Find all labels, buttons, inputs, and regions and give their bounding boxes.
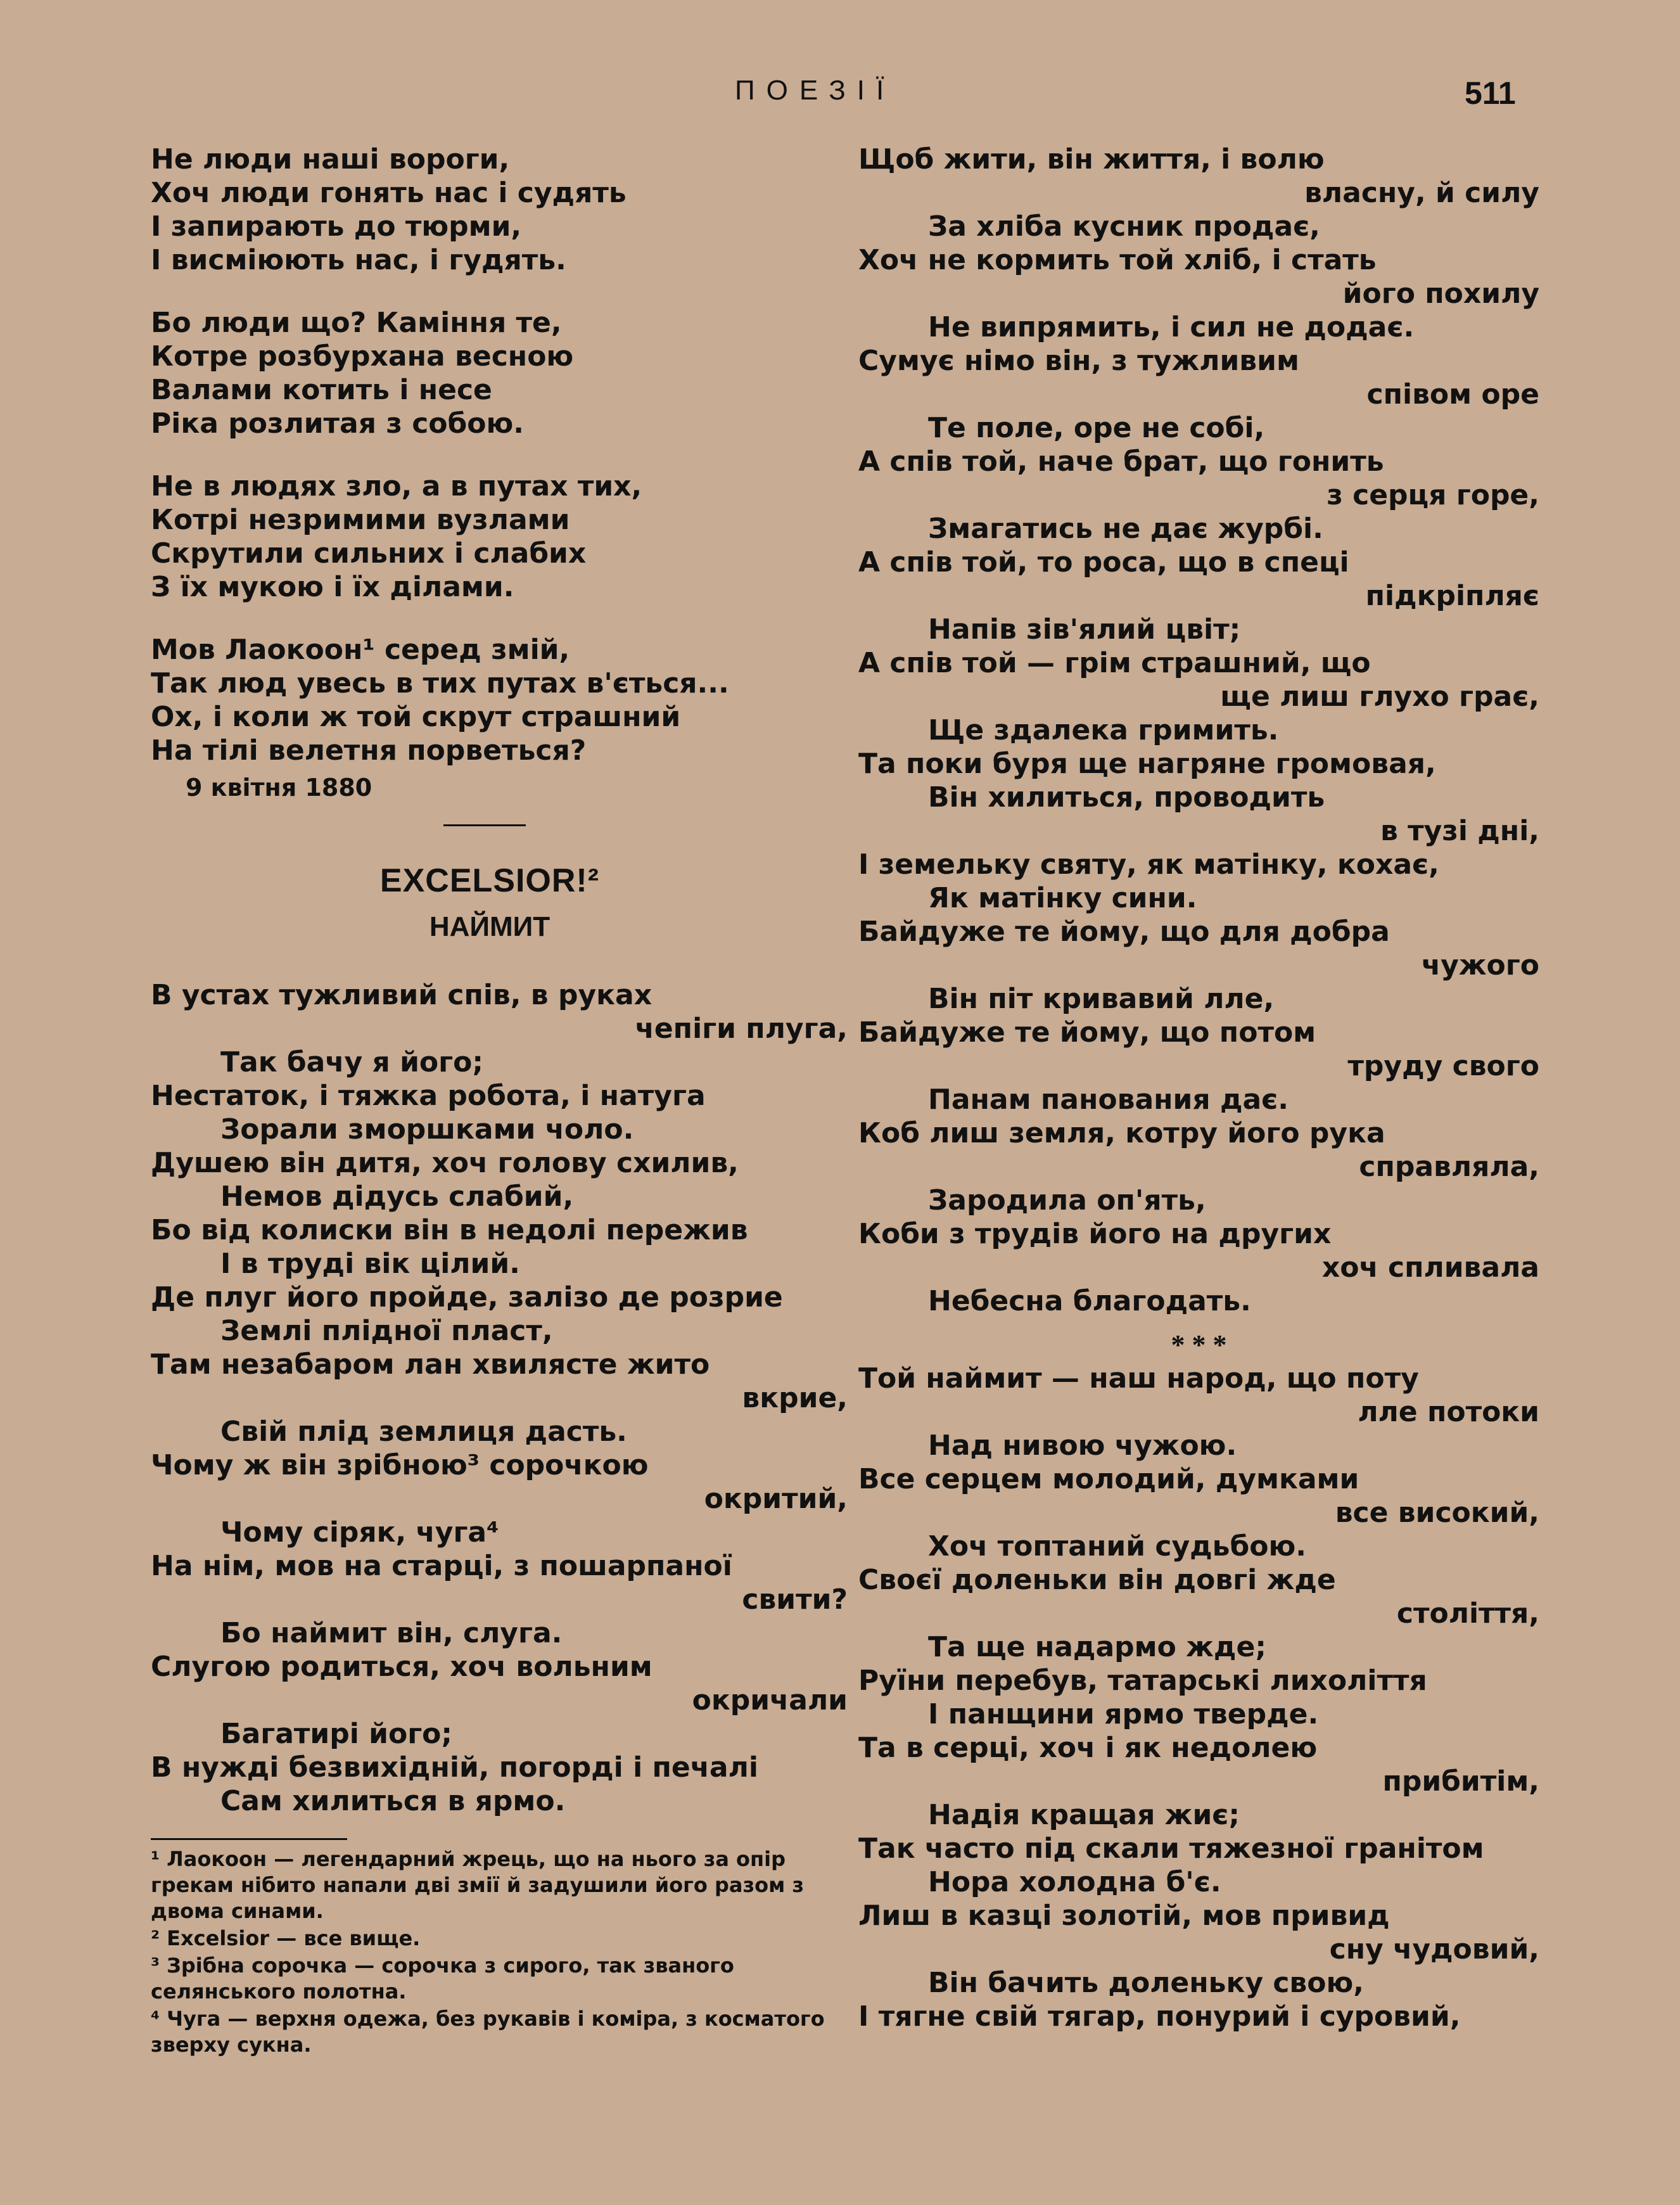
poem-line: Ще здалека гримить. (928, 714, 1279, 746)
poem-line: Руїни перебув, татарські лихоліття (858, 1665, 1427, 1697)
poem-line: сну чудовий, (1329, 1933, 1539, 1965)
poem-line: Хоч топтаний судьбою. (928, 1530, 1306, 1563)
poem-line: Щоб жити, він життя, і волю (858, 143, 1325, 176)
poem-line: На тілі велетня порветься? (151, 734, 587, 767)
poem-line: Надія кращая жиє; (928, 1799, 1240, 1831)
poem-line: Та поки буря ще нагряне громовая, (858, 748, 1436, 780)
poem-line: прибитім, (1382, 1765, 1539, 1798)
poem-line: А спів той, наче брат, що гонить (858, 445, 1384, 478)
footnotes (151, 1846, 841, 2058)
poem-line: хоч спливала (1321, 1251, 1539, 1284)
poem-line: все високий, (1335, 1497, 1539, 1529)
poem-line: Котре розбурхана весною (151, 340, 574, 373)
poem-line: Душею він дитя, хоч голову схилив, (151, 1147, 739, 1179)
poem-final-section (858, 1362, 1539, 2033)
poem-subtitle: НАЙМИТ (429, 911, 550, 942)
poem-line: в тузі дні, (1380, 815, 1539, 847)
poem-line: А спів той, то роса, що в спеці (858, 546, 1349, 578)
poem-continuation (858, 143, 1539, 1318)
poem-line: А спів той — грім страшний, що (858, 647, 1371, 679)
stanza-gap (151, 440, 848, 470)
poem-line: Ох, і коли ж той скрут страшний (151, 701, 681, 733)
poem-line: Хоч люди гонять нас і судять (151, 177, 627, 209)
poem-line: Той наймит — наш народ, що поту (858, 1362, 1419, 1395)
poem-line: Байдуже те йому, що потом (858, 1016, 1316, 1049)
poem-line: Свій плід землиця дасть. (220, 1416, 627, 1448)
poem-line: Він хилиться, проводить (928, 781, 1325, 814)
footnote: ⁴ Чуга — верхня одежа, без рукавів і коміра, з косматого зверху сукна. (151, 2007, 825, 2057)
poem-line: Не люди наші вороги, (151, 143, 510, 176)
poem-line: вкрие, (742, 1382, 848, 1414)
poem-line: Небесна благодать. (928, 1285, 1251, 1317)
poem-line: Байдуже те йому, що для добра (858, 916, 1390, 948)
poem-line: століття, (1396, 1597, 1539, 1630)
poem-lines (151, 978, 848, 1818)
poem-line: Над нивою чужою. (928, 1429, 1237, 1462)
poem-line: І земельку святу, як матінку, кохає, (858, 848, 1439, 881)
poem-line: Чому сіряк, чуга⁴ (220, 1516, 499, 1549)
poem-line: В нужді безвихідній, погорді і печалі (151, 1751, 758, 1784)
poem-line: Бо люди що? Каміння те, (151, 307, 562, 339)
poem-line: На нім, мов на старці, з пошарпаної (151, 1550, 732, 1582)
poem-line: Лиш в казці золотій, мов привид (858, 1900, 1390, 1932)
poem-line: Та ще надармо жде; (928, 1631, 1266, 1663)
poem-line: Те поле, оре не собі, (928, 412, 1265, 444)
poem-line: Слугою родиться, хоч вольним (151, 1651, 652, 1683)
poem-line: Землі плідної пласт, (220, 1315, 553, 1347)
footnote-divider (151, 1838, 347, 1840)
footnote: ¹ Лаокоон — легендарний жрець, що на нього за опір грекам нібито напали дві змії й задушили його разом з двома синами. (151, 1847, 804, 1923)
poem-line: З їх мукою і їх ділами. (151, 571, 514, 603)
poem-title: EXCELSIOR!² (379, 862, 600, 899)
poem-line: І в труді вік цілий. (220, 1248, 520, 1280)
poem-line: Де плуг його пройде, залізо де розрие (151, 1281, 783, 1313)
poem-line: Там незабаром лан хвилясте жито (151, 1348, 710, 1381)
poem-line: співом оре (1366, 378, 1539, 411)
poem-line: Сумує німо він, з тужливим (858, 345, 1299, 377)
stanza-gap (151, 604, 848, 633)
poem-line: Не випрямить, і сил не додає. (928, 311, 1415, 343)
poem-line: окритий, (704, 1483, 848, 1515)
poem-line: труду свого (1347, 1050, 1539, 1082)
poem-line: Сам хилиться в ярмо. (220, 1785, 566, 1817)
poem-line: власну, й силу (1304, 177, 1539, 209)
poem-line: Ріка розлитая з собою. (151, 407, 524, 440)
left-column (151, 143, 848, 2058)
poem-line: І панщини ярмо тверде. (928, 1698, 1319, 1730)
poem-line: Бо від колиски він в недолі пережив (151, 1214, 748, 1246)
poem-line: Бо наймит він, слуга. (220, 1617, 563, 1649)
poem-line: Коб лиш земля, котру його рука (858, 1117, 1385, 1149)
poem-line: Котрі незримими вузлами (151, 504, 570, 536)
poem-line: Своєї доленьки він довгі жде (858, 1564, 1336, 1596)
poem-line: його похилу (1342, 278, 1539, 310)
poem-line: Зорали зморшками чоло. (220, 1113, 634, 1146)
poem-line: І висміюють нас, і гудять. (151, 244, 566, 276)
section-asterisks: * * * (1171, 1329, 1227, 1360)
poem-line: І тягне свій тягар, понурий і суровий, (858, 2000, 1461, 2033)
poem-line: В устах тужливий спів, в руках (151, 979, 652, 1011)
poem-line: Нора холодна б'є. (928, 1866, 1221, 1898)
poem-line: Так люд увесь в тих путах в'ється... (151, 667, 729, 700)
poem-line: Валами котить і несе (151, 374, 492, 406)
poem-line: Багатирі його; (220, 1718, 453, 1750)
page-number: 511 (1465, 75, 1516, 111)
poem-line: лле потоки (1358, 1396, 1539, 1428)
poem-line: Та в серці, хоч і як недолею (858, 1732, 1318, 1764)
poem-line: Не в людях зло, а в путах тих, (151, 470, 642, 502)
right-column (858, 143, 1539, 2033)
footnote: ² Excelsior — все вище. (151, 1926, 421, 1950)
poem-line: Панам панования дає. (928, 1083, 1289, 1116)
stanza-gap (151, 277, 848, 306)
poem-line: Він піт кривавий лле, (928, 983, 1275, 1015)
poem-line: Зародила оп'ять, (928, 1184, 1206, 1217)
poem-line: Напів зів'ялий цвіт; (928, 613, 1241, 646)
poem-stanzas (151, 143, 848, 767)
poem-line: Він бачить доленьку свою, (928, 1967, 1364, 1999)
running-head: ПОЕЗІЇ (735, 75, 896, 106)
poem-line: Так часто під скали тяжезної гранітом (858, 1832, 1484, 1865)
poem-line: Немов дідусь слабий, (220, 1180, 574, 1213)
poem-line: чепіги плуга, (635, 1013, 848, 1045)
poem-line: Мов Лаокоон¹ серед змій, (151, 634, 570, 666)
poem-line: Хоч не кормить той хліб, і стать (858, 244, 1377, 276)
footnote: ³ Зрібна сорочка — сорочка з сирого, так званого селянського полотна. (151, 1953, 734, 2004)
poem-line: ще лиш глухо грає, (1220, 681, 1539, 713)
poem-line: За хліба кусник продає, (928, 210, 1320, 243)
poem-line: Коби з трудів його на других (858, 1218, 1332, 1250)
poem-line: Нестаток, і тяжка робота, і натуга (151, 1080, 706, 1112)
poem-line: підкріпляє (1365, 580, 1539, 612)
poem-line: чужого (1421, 949, 1539, 981)
poem-line: Все серцем молодий, думками (858, 1463, 1359, 1495)
section-divider (443, 824, 526, 826)
poem-line: Скрутили сильних і слабих (151, 537, 587, 570)
poem-line: І запирають до тюрми, (151, 210, 522, 243)
poem-line: окричали (692, 1684, 848, 1716)
poem-line: Змагатись не дає журбі. (928, 513, 1323, 545)
poem-line: Так бачу я його; (220, 1046, 483, 1078)
poem-date: 9 квітня 1880 (186, 774, 372, 802)
poem-line: свити? (742, 1583, 848, 1616)
poem-line: Як матінку сини. (928, 882, 1197, 914)
poem-line: справляла, (1359, 1151, 1539, 1183)
poem-line: з серця горе, (1327, 479, 1539, 511)
poem-line: Чому ж він зрібною³ сорочкою (151, 1449, 649, 1481)
